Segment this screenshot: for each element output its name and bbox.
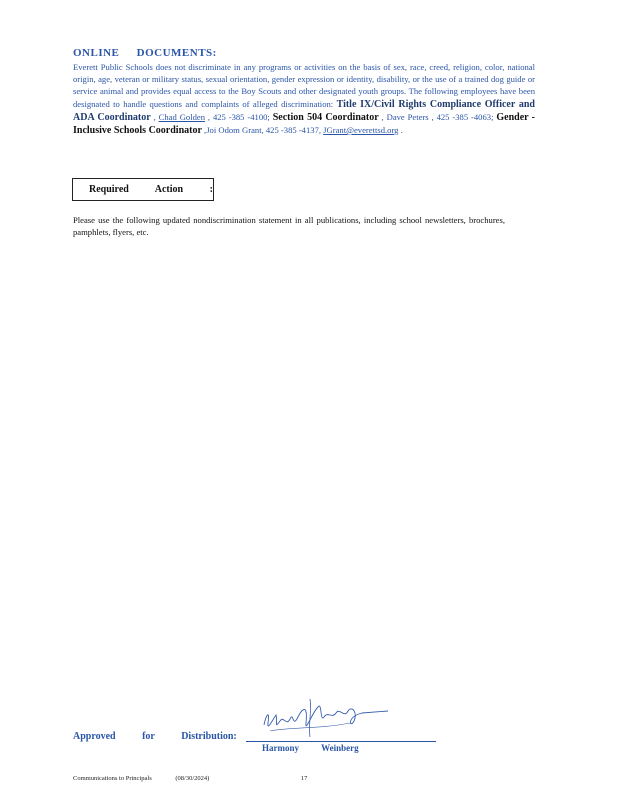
signature-line bbox=[246, 741, 436, 742]
end-period: . bbox=[398, 125, 403, 136]
gender-inclusive-label: Gender -Inclusive Schools Coordinator bbox=[73, 111, 535, 137]
footer-date: (08/30/2024) bbox=[175, 775, 210, 782]
chad-phone: , 425 -385 -4100; bbox=[205, 111, 273, 122]
footer-doc-title: Communications to Principals bbox=[73, 775, 152, 782]
instruction-paragraph: Please use the following updated nondiscrimination statement in all publications, including school newsletters, brochures, pamphlets, flyers, etc. bbox=[73, 215, 505, 238]
signer-name: Harmony Weinberg bbox=[262, 743, 359, 753]
intro-text: Everett Public Schools does not discriminate in any programs or activities on the basis of sex, race, creed, religion, color, national origin, age, veteran or military status, sexual orientation, gender expression or identity, disability, or the use of a trained dog guide or service animal and provides equal access to the Boy Scouts and other designated youth groups. The following employees have been designated to handle questions and complaints of alleged discrimination: bbox=[73, 62, 535, 109]
separator: , bbox=[378, 111, 387, 122]
separator: , bbox=[150, 111, 159, 122]
nondiscrimination-paragraph bbox=[73, 61, 535, 137]
signature-image bbox=[250, 693, 390, 743]
dave-peters-name: Dave Peters bbox=[386, 111, 429, 122]
page-footer bbox=[73, 775, 329, 782]
joi-contact: ,Joi Odom Grant, 425 -385 -4137, bbox=[201, 125, 324, 136]
section-504-label: Section 504 Coordinator bbox=[272, 111, 379, 123]
section-heading: ONLINE DOCUMENTS: bbox=[73, 47, 217, 59]
required-action-box: Required Action : bbox=[72, 178, 214, 201]
dave-phone: , 425 -385 -4063; bbox=[428, 111, 497, 122]
footer-page-number: 17 bbox=[300, 775, 308, 782]
approved-for-distribution-label: Approved for Distribution: bbox=[73, 731, 237, 742]
email-link[interactable]: JGrant@everettsd.org bbox=[323, 125, 399, 136]
chad-golden-name: Chad Golden bbox=[158, 111, 205, 122]
title-ix-label: Title IX/Civil Rights Compliance Officer and ADA Coordinator bbox=[73, 98, 535, 123]
